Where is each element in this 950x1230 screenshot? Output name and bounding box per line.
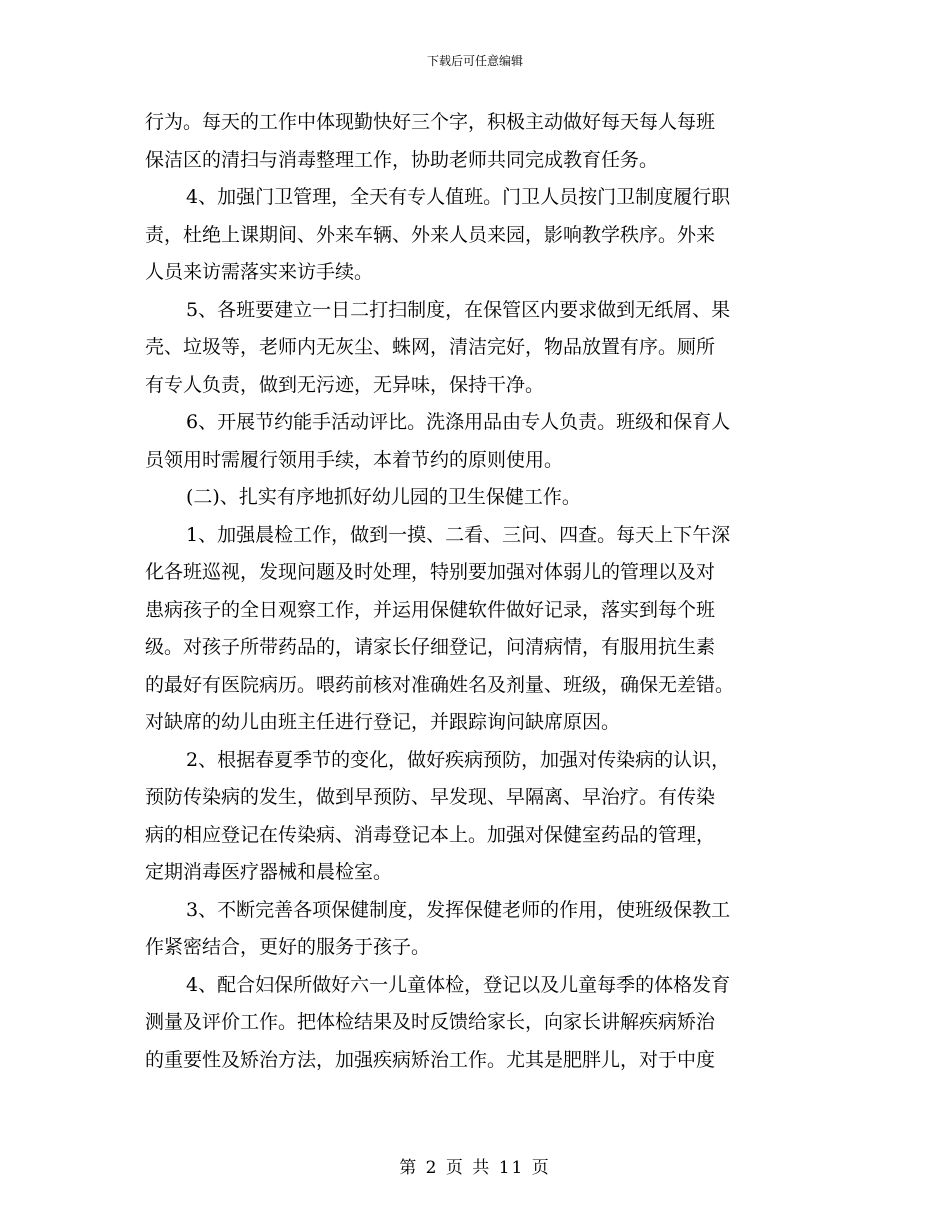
text-line: 作紧密结合，更好的服务于孩子。: [145, 936, 431, 958]
paragraph-start: 4、加强门卫管理，全天有专人值班。门卫人员按门卫制度履行职: [186, 186, 731, 208]
page-header: 下载后可任意编辑: [426, 54, 523, 68]
section-heading: (二)、扎实有序地抓好幼儿园的卫生保健工作。: [186, 486, 581, 508]
text-line: 保洁区的清扫与消毒整理工作，协助老师共同完成教育任务。: [145, 148, 659, 171]
paragraph-start: 2、根据春夏季节的变化，做好疾病预防，加强对传染病的认识，: [186, 748, 731, 771]
paragraph-start: 6、开展节约能手活动评比。洗涤用品由专人负责。班级和保育人: [186, 411, 731, 433]
text-line: 人员来访需落实来访手续。: [145, 261, 374, 283]
text-line: 行为。每天的工作中体现勤快好三个字，积极主动做好每天每人每班: [145, 111, 716, 133]
paragraph-start: 5、各班要建立一日二打扫制度，在保管区内要求做到无纸屑、果: [186, 298, 731, 321]
text-line: 有专人负责，做到无污迹，无异味，保持干净。: [145, 373, 545, 396]
document-body: [145, 104, 815, 1079]
text-line: 化各班巡视，发现问题及时处理，特别要加强对体弱儿的管理以及对: [145, 561, 716, 583]
text-line: 责，杜绝上课期间、外来车辆、外来人员来园，影响教学秩序。外来: [145, 223, 716, 246]
text-line: 的重要性及矫治方法，加强疾病矫治工作。尤其是肥胖儿，对于中度: [145, 1048, 716, 1071]
text-line: 测量及评价工作。把体检结果及时反馈给家长，向家长讲解疾病矫治: [145, 1011, 716, 1033]
text-line: 定期消毒医疗器械和晨检室。: [145, 861, 393, 883]
text-line: 员领用时需履行领用手续，本着节约的原则使用。: [145, 448, 564, 471]
text-line: 的最好有医院病历。喂药前核对准确姓名及剂量、班级，确保无差错。: [145, 673, 735, 696]
paragraph-start: 3、不断完善各项保健制度，发挥保健老师的作用，使班级保教工: [186, 898, 731, 921]
text-line: 级。对孩子所带药品的，请家长仔细登记，问清病情，有服用抗生素: [145, 636, 716, 658]
text-line: 壳、垃圾等，老师内无灰尘、蛛网，清洁完好，物品放置有序。厕所: [145, 336, 716, 358]
text-line: 对缺席的幼儿由班主任进行登记，并跟踪询问缺席原因。: [145, 711, 621, 733]
text-line: 患病孩子的全日观察工作，并运用保健软件做好记录，落实到每个班: [145, 598, 716, 621]
page-number: 第 2 页 共 11 页: [399, 1158, 551, 1178]
paragraph-start: 4、配合妇保所做好六一儿童体检，登记以及儿童每季的体格发育: [186, 973, 731, 996]
text-line: 预防传染病的发生，做到早预防、早发现、早隔离、早治疗。有传染: [145, 786, 716, 808]
paragraph-start: 1、加强晨检工作，做到一摸、二看、三问、四查。每天上下午深: [186, 523, 731, 546]
text-line: 病的相应登记在传染病、消毒登记本上。加强对保健室药品的管理，: [145, 823, 716, 846]
